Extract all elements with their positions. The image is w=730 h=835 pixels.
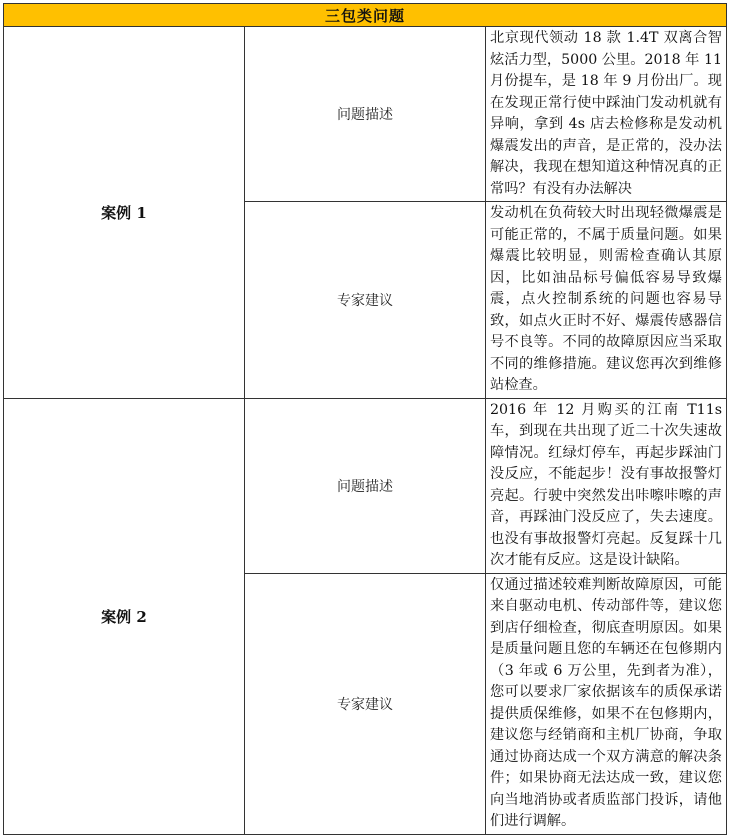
complaint-table <box>3 3 727 829</box>
case-1-advice-header: 专家建议 <box>245 202 486 399</box>
case-1-advice-text: 发动机在负荷较大时出现轻微爆震是可能正常的，不属于质量问题。如果爆震比较明显，则需检查确认其原因，比如油品标号偏低容易导致爆震，点火控制系统的问题也容易导致，如点火正时不好、爆震传感器信号不良等。不同的故障原因应当采取不同的维修措施。建议您再次到维修站检查。 <box>486 202 727 399</box>
case-2-problem-header: 问题描述 <box>245 398 486 573</box>
case-2-advice-header: 专家建议 <box>245 573 486 834</box>
table-title: 三包类问题 <box>4 4 727 27</box>
three-guarantees-table <box>3 3 727 835</box>
case-2-advice-text: 仅通过描述较难判断故障原因，可能来自驱动电机、传动部件等，建议您到店仔细检查，彻底查明原因。如果是质量问题且您的车辆还在包修期内（3 年或 6 万公里，先到者为准），您可以要求厂家依据该车的质保承诺提供质保维修，如果不在包修期内，建议您与经销商和主机厂协商，争取通过协商达成一个双方满意的解决条件；如果协商无法达成一致，建议您向当地消协或者质监部门投诉，请他们进行调解。 <box>486 573 727 834</box>
table-row <box>4 398 727 573</box>
case-1-problem-text: 北京现代领动 18 款 1.4T 双离合智炫活力型，5000 公里。2018 年 11 月份提车，是 18 年 9 月份出厂。现在发现正常行使中踩油门发动机就有异响，拿到 4s 店去检修称是发动机爆震发出的声音，是正常的，没办法解决，我现在想知道这种情况真的正常吗？有没有办法解决 <box>486 27 727 202</box>
case-1-label: 案例 1 <box>4 27 245 399</box>
case-1-problem-header: 问题描述 <box>245 27 486 202</box>
case-2-problem-text: 2016 年 12 月购买的江南 T11s 车，到现在共出现了近二十次失速故障情况。红绿灯停车，再起步踩油门没反应，不能起步！没有事故报警灯亮起。行驶中突然发出咔嚓咔嚓的声音，再踩油门没反应了，失去速度。也没有事故报警灯亮起。反复踩十几次才能有反应。这是设计缺陷。 <box>486 398 727 573</box>
case-2-label: 案例 2 <box>4 398 245 834</box>
table-row <box>4 27 727 202</box>
